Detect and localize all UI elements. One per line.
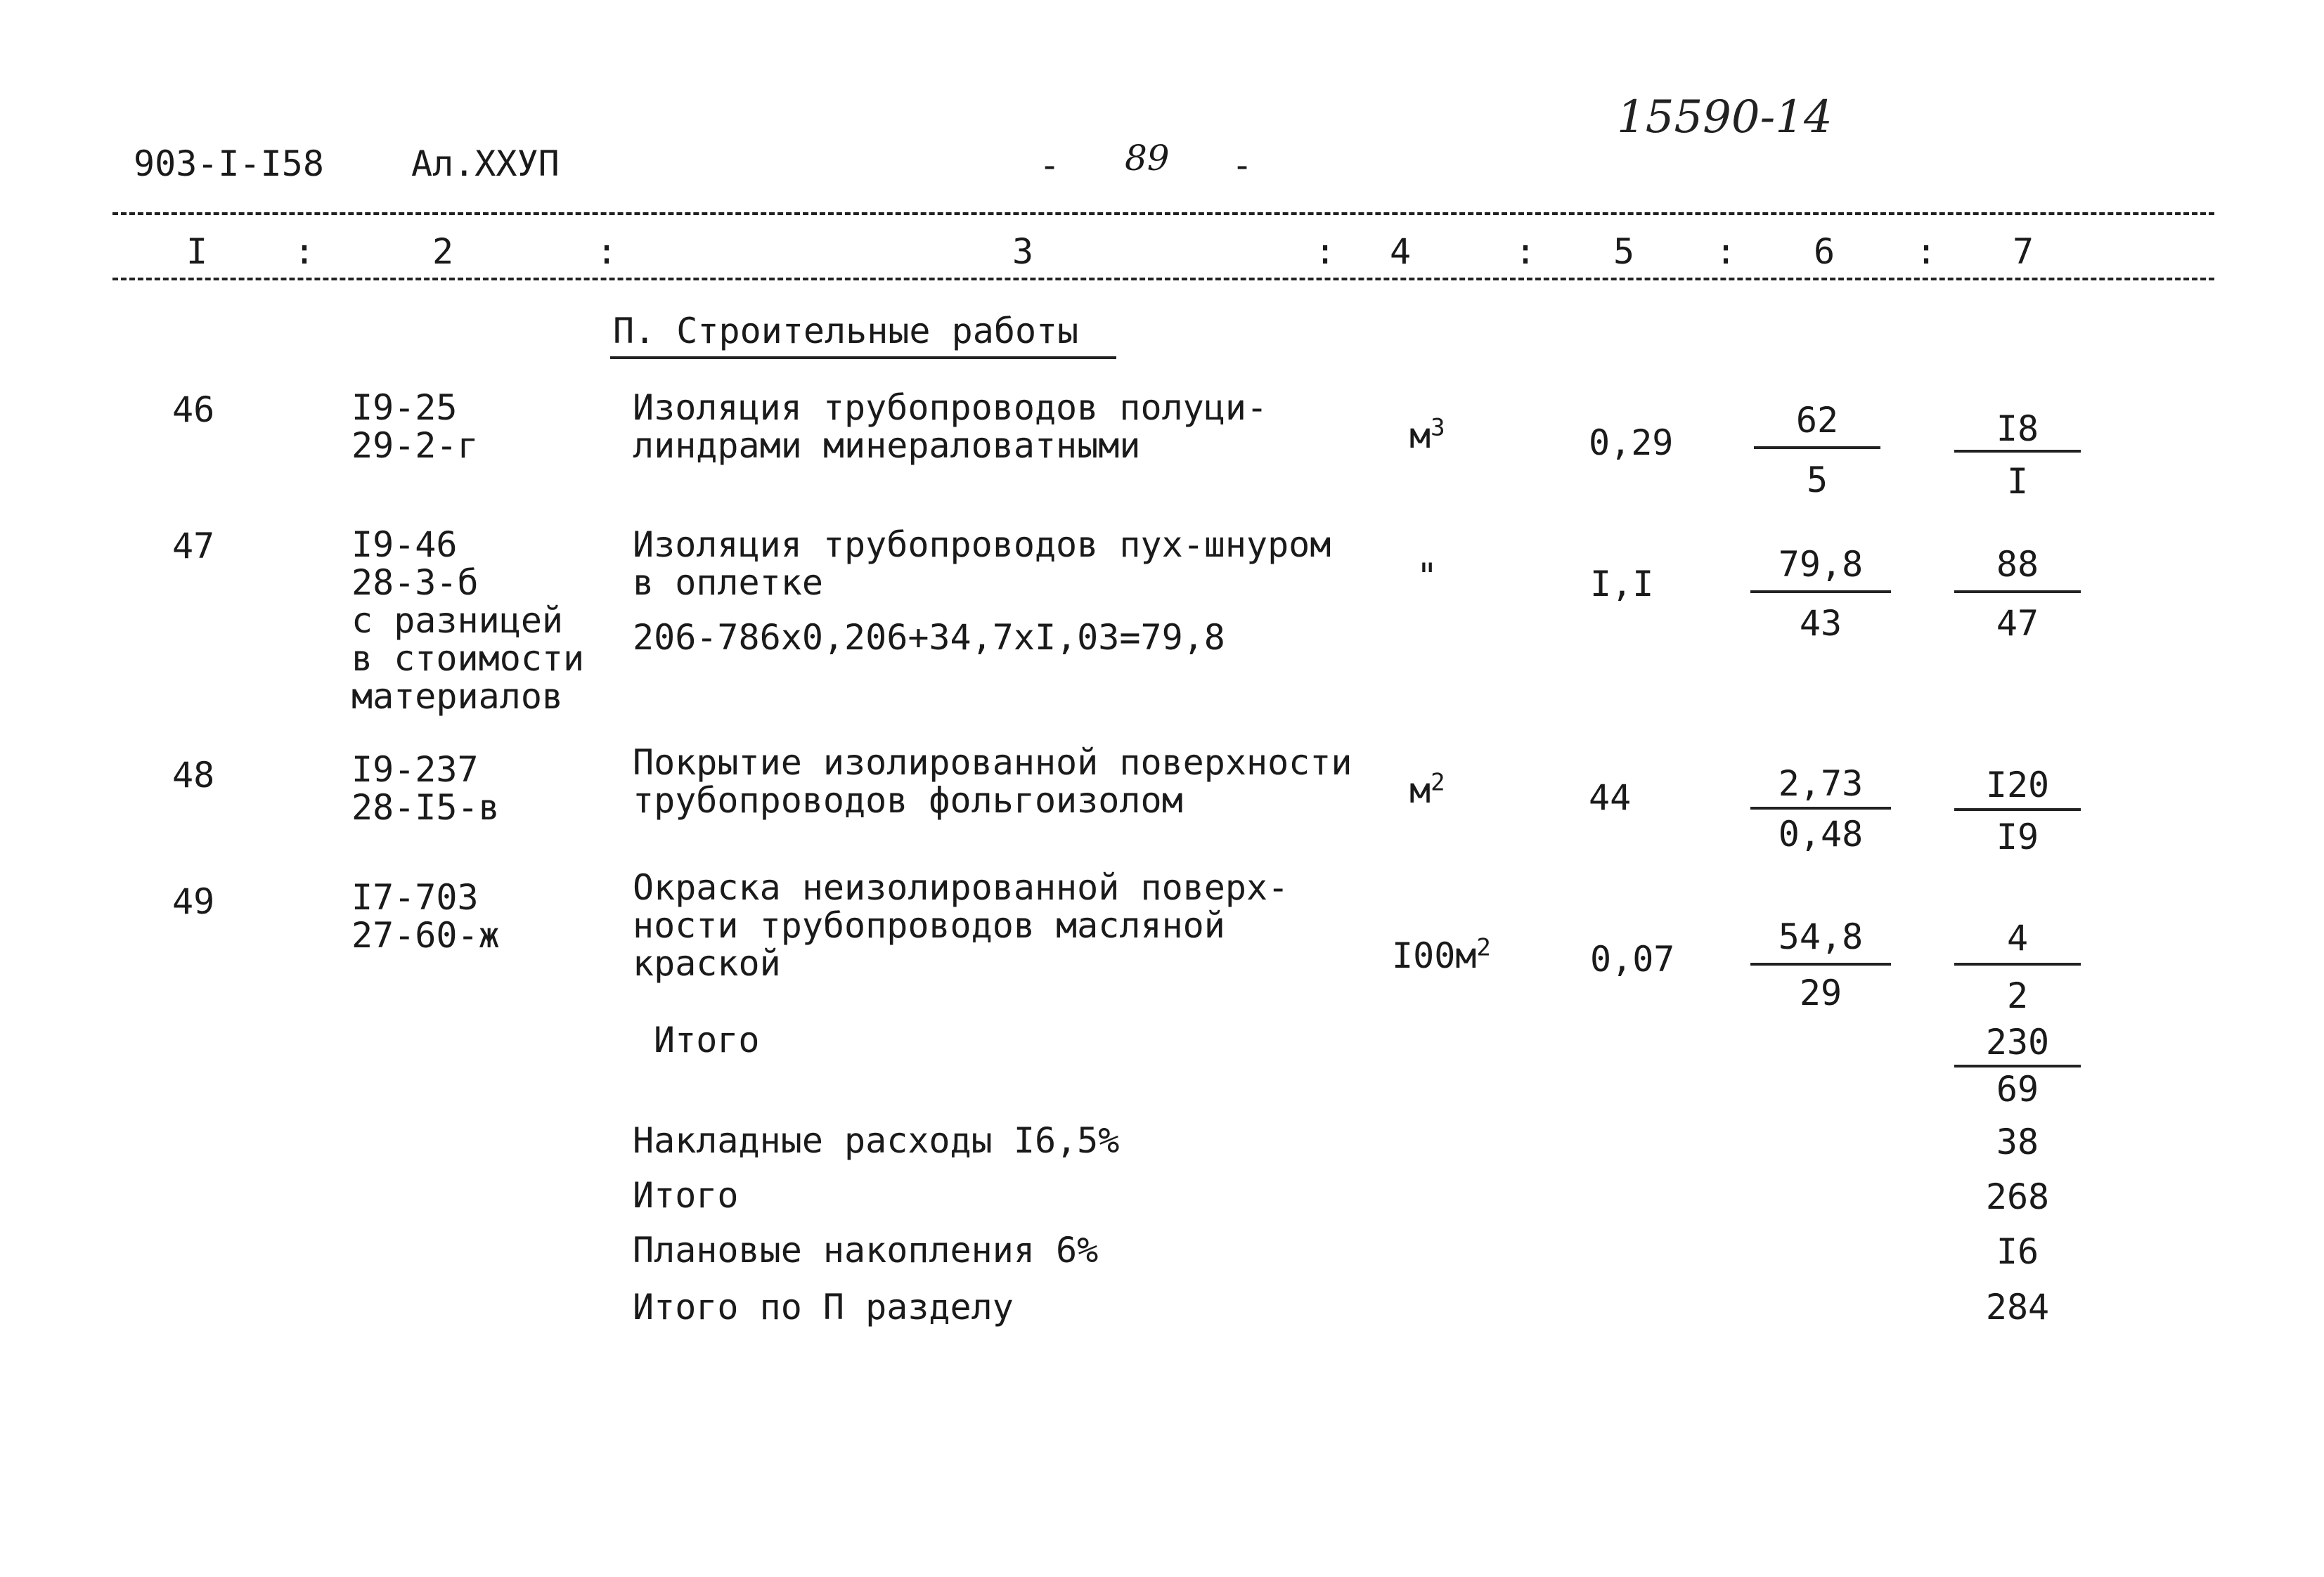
page-number: 89 xyxy=(1125,138,1170,179)
quantity: 0,07 xyxy=(1590,939,1675,980)
unit xyxy=(1409,768,1445,811)
unit-text: I00м xyxy=(1392,935,1477,976)
unit-superscript: 2 xyxy=(1431,768,1445,797)
column-separator: : xyxy=(596,231,618,272)
total-top: 88 xyxy=(1996,544,2039,585)
doc-code: 903-I-I58 xyxy=(134,143,324,184)
quantity: 0,29 xyxy=(1589,422,1674,463)
column-header-5: 5 xyxy=(1613,231,1635,272)
section-total-value: 284 xyxy=(1985,1287,2050,1328)
column-separator: : xyxy=(1715,231,1737,272)
total-bottom: 47 xyxy=(1996,603,2039,644)
norm-code: с разницей xyxy=(351,600,564,641)
archive-number: 15590-14 xyxy=(1617,91,1833,143)
unit xyxy=(1392,933,1491,976)
work-description: Изоляция трубопроводов пух-шнуром xyxy=(633,524,1331,565)
total-top: 4 xyxy=(2006,918,2029,959)
row-number: 48 xyxy=(172,755,215,796)
norm-code: I9-25 xyxy=(351,387,458,428)
quantity: 44 xyxy=(1589,777,1632,818)
unit-superscript: 3 xyxy=(1431,413,1445,442)
work-description: краской xyxy=(633,943,781,984)
column-separator: : xyxy=(1315,231,1336,272)
norm-code: 28-I5-в xyxy=(351,787,500,828)
total-bottom: 2 xyxy=(2006,975,2029,1016)
fraction-bar xyxy=(1750,807,1891,810)
work-description: ности трубопроводов масляной xyxy=(633,905,1225,946)
norm-code: 29-2-г xyxy=(351,425,479,466)
total-bottom: I xyxy=(2006,461,2029,502)
subtotal-top: 230 xyxy=(1985,1022,2050,1063)
unit-text: м xyxy=(1409,415,1431,456)
norm-code: I7-703 xyxy=(351,877,479,918)
work-description: в оплетке xyxy=(633,562,823,603)
fraction-bar xyxy=(1754,446,1880,449)
unit-text: м xyxy=(1409,770,1431,811)
work-description: Изоляция трубопроводов полуци- xyxy=(633,387,1268,428)
norm-code: 28-3-б xyxy=(351,562,479,603)
total-bottom: I9 xyxy=(1996,817,2039,857)
fraction-bar xyxy=(1954,963,2081,966)
unit-price-bottom: 5 xyxy=(1806,460,1828,500)
overhead-label: Накладные расходы I6,5% xyxy=(633,1120,1120,1161)
price-calculation: 206-786х0,206+34,7хI,03=79,8 xyxy=(633,617,1225,658)
unit-price-top: 2,73 xyxy=(1778,763,1864,804)
unit-price-top: 62 xyxy=(1795,400,1839,441)
total-top: I8 xyxy=(1996,408,2039,449)
column-separator: : xyxy=(1916,231,1937,272)
planned-savings-value: I6 xyxy=(1996,1231,2039,1272)
work-description: Окраска неизолированной поверх- xyxy=(633,867,1289,908)
total-value: 268 xyxy=(1985,1176,2050,1217)
page-dash-left: - xyxy=(1039,145,1061,186)
unit-price-bottom: 29 xyxy=(1799,973,1842,1013)
unit-price-top: 54,8 xyxy=(1778,916,1864,957)
fraction-bar xyxy=(1954,1065,2081,1067)
section-title: П. Строительные работы xyxy=(613,311,1079,351)
norm-code: I9-237 xyxy=(351,749,479,790)
column-header-6: 6 xyxy=(1813,231,1835,272)
album-number: Ал.XXУП xyxy=(411,143,560,184)
unit-price-bottom: 0,48 xyxy=(1778,814,1864,855)
work-description: Покрытие изолированной поверхности xyxy=(633,742,1353,783)
work-description: трубопроводов фольгоизолом xyxy=(633,780,1183,821)
work-description: линдрами минераловатными xyxy=(633,425,1141,466)
row-number: 46 xyxy=(172,389,215,430)
column-separator: : xyxy=(1515,231,1537,272)
column-header-1: I xyxy=(186,231,208,272)
unit xyxy=(1409,413,1445,456)
row-number: 49 xyxy=(172,881,215,922)
column-separator: : xyxy=(294,231,316,272)
unit-price-top: 79,8 xyxy=(1778,544,1864,585)
overhead-value: 38 xyxy=(1996,1122,2039,1162)
norm-code: I9-46 xyxy=(351,524,458,565)
quantity: I,I xyxy=(1590,564,1654,604)
norm-code: в стоимости xyxy=(351,638,585,679)
unit-superscript: 2 xyxy=(1476,933,1491,962)
norm-code: 27-60-ж xyxy=(351,915,500,956)
section-total-label: Итого по П разделу xyxy=(633,1287,1014,1328)
column-header-7: 7 xyxy=(2012,231,2034,272)
section-title-underline xyxy=(610,356,1116,359)
fraction-bar xyxy=(1954,590,2081,593)
header-rule-top xyxy=(112,212,2214,215)
planned-savings-label: Плановые накопления 6% xyxy=(633,1230,1099,1271)
column-header-2: 2 xyxy=(432,231,454,272)
subtotal-bottom: 69 xyxy=(1996,1069,2039,1110)
column-header-3: 3 xyxy=(1012,231,1034,272)
fraction-bar xyxy=(1954,808,2081,811)
norm-code: материалов xyxy=(351,676,564,717)
header-rule-bottom xyxy=(112,278,2214,280)
unit-price-bottom: 43 xyxy=(1799,603,1842,644)
total-label: Итого xyxy=(633,1175,739,1216)
unit-ditto: " xyxy=(1416,556,1438,597)
subtotal-label: Итого xyxy=(654,1020,760,1060)
fraction-bar xyxy=(1750,963,1891,966)
fraction-bar xyxy=(1954,450,2081,453)
column-header-4: 4 xyxy=(1389,231,1412,272)
fraction-bar xyxy=(1750,590,1891,593)
page-dash-right: - xyxy=(1232,145,1253,186)
total-top: I20 xyxy=(1985,765,2050,805)
row-number: 47 xyxy=(172,526,215,566)
